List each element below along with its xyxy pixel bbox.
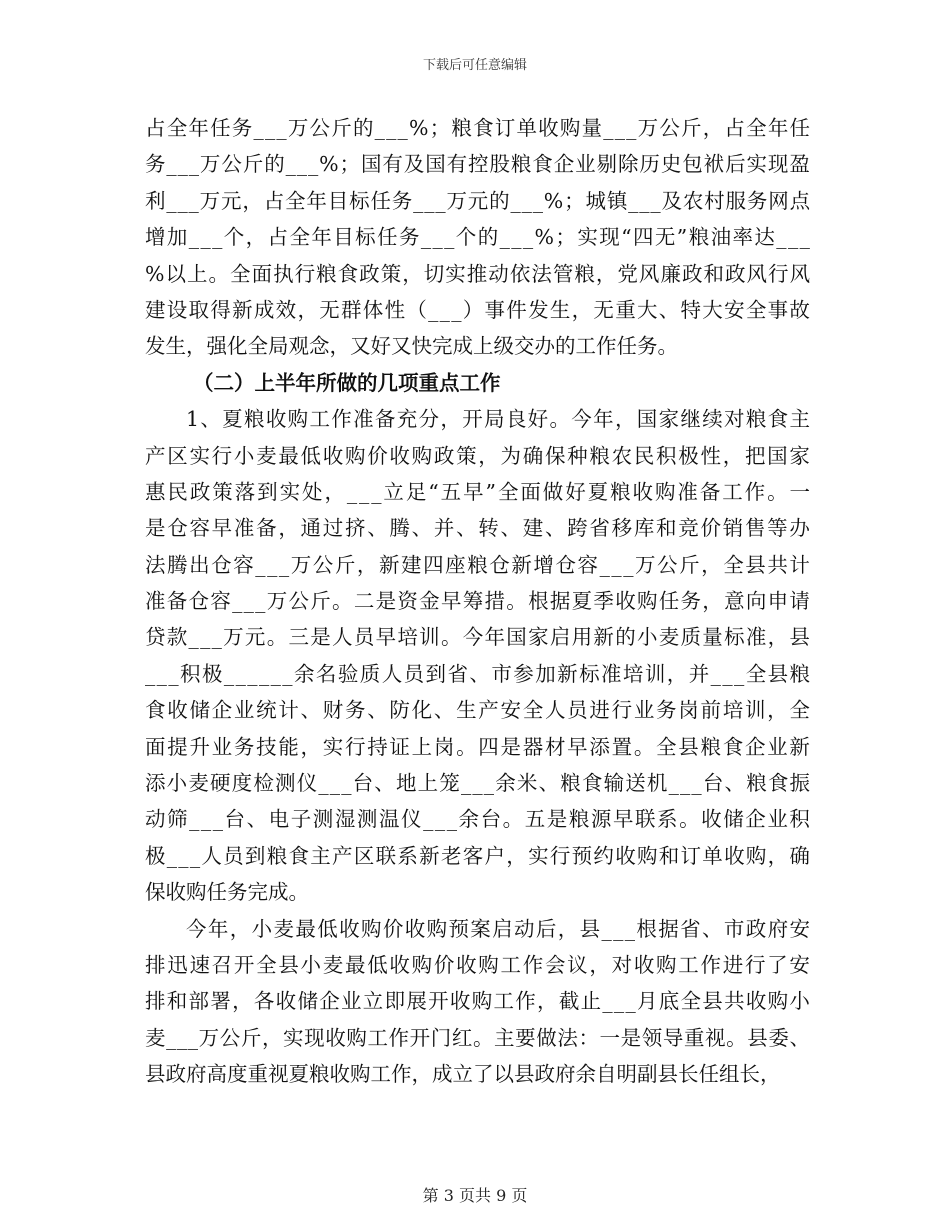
- text-line: 麦___万公斤，实现收购工作开门红。主要做法：一是领导重视。县委、: [145, 1025, 811, 1050]
- document-body: [145, 110, 810, 1093]
- text-line: 面提升业务技能，实行持证上岗。四是器材早添置。全县粮食企业新: [145, 734, 812, 759]
- text-line: 惠民政策落到实处，___立足“五早”全面做好夏粮收购准备工作。一: [145, 479, 812, 504]
- page-number-footer: 第 3 页共 9 页: [422, 1186, 528, 1205]
- text-line: 法腾出仓容___万公斤，新建四座粮仓新增仓容___万公斤，全县共计: [145, 552, 812, 577]
- text-line: 1、夏粮收购工作准备充分，开局良好。今年，国家继续对粮食主: [186, 407, 812, 432]
- text-line: 发生，强化全局观念，又好又快完成上级交办的工作任务。: [145, 334, 678, 359]
- text-line: 排和部署，各收储企业立即展开收购工作，截止___月底全县共收购小: [145, 989, 812, 1014]
- text-line: 产区实行小麦最低收购价收购政策，为确保种粮农民积极性，把国家: [145, 443, 812, 468]
- page-header: 下载后可任意编辑: [422, 58, 527, 73]
- text-line: 贷款___万元。三是人员早培训。今年国家启用新的小麦质量标准，县: [145, 625, 812, 650]
- section-heading: （二）上半年所做的几项重点工作: [193, 370, 501, 395]
- text-line: 保收购任务完成。: [145, 880, 309, 905]
- text-line: 添小麦硬度检测仪___台、地上笼___余米、粮食输送机___台、粮食振: [145, 771, 812, 796]
- text-line: 是仓容早准备，通过挤、腾、并、转、建、跨省移库和竞价销售等办: [145, 516, 812, 541]
- text-line: 占全年任务___万公斤的___%；粮食订单收购量___万公斤，占全年任: [145, 116, 812, 140]
- text-line: 动筛___台、电子测湿测温仪___余台。五是粮源早联系。收储企业积: [145, 807, 812, 832]
- text-line: 极___人员到粮食主产区联系新老客户，实行预约收购和订单收购，确: [145, 843, 812, 868]
- text-line: 食收储企业统计、财务、防化、生产安全人员进行业务岗前培训，全: [145, 698, 812, 723]
- text-line: 排迅速召开全县小麦最低收购价收购工作会议，对收购工作进行了安: [145, 952, 812, 977]
- text-line: %以上。全面执行粮食政策，切实推动依法管粮，党风廉政和政风行风: [145, 261, 812, 286]
- text-line: 利___万元，占全年目标任务___万元的___%；城镇___及农村服务网点: [145, 188, 811, 213]
- text-line: 务___万公斤的___%；国有及国有控股粮食企业剔除历史包袱后实现盈: [145, 152, 811, 177]
- text-line: 今年，小麦最低收购价收购预案启动后，县___根据省、市政府安: [186, 916, 812, 941]
- text-line: ___积极______余名验质人员到省、市参加新标准培训，并___全县粮: [145, 661, 812, 686]
- text-line: 县政府高度重视夏粮收购工作，成立了以县政府余自明副县长任组长，: [145, 1062, 781, 1087]
- text-line: 建设取得新成效，无群体性（___）事件发生，无重大、特大安全事故: [145, 297, 812, 322]
- text-line: 增加___个，占全年目标任务___个的___%；实现“四无”粮油率达___: [145, 225, 812, 250]
- text-line: 准备仓容___万公斤。二是资金早筹措。根据夏季收购任务，意向申请: [145, 589, 812, 614]
